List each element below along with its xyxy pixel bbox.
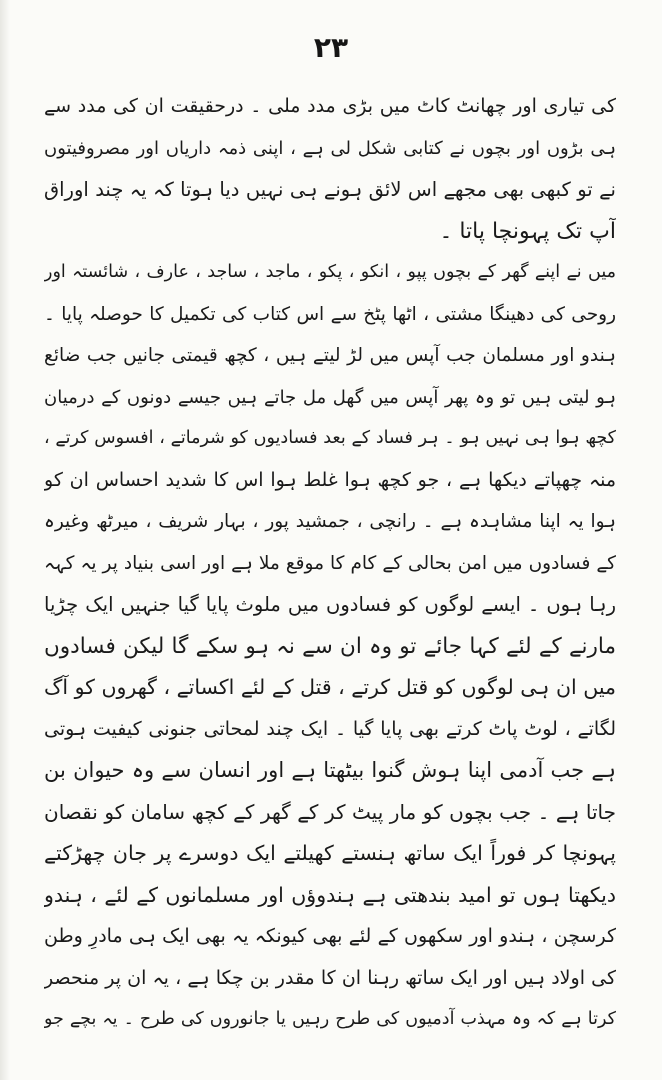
text-line: ہے جب آدمی اپنا ہوش گنوا بیٹھتا ہے اور انسان سے وہ حیوان بن <box>44 758 616 782</box>
text-line: منہ چھپاتے دیکھا ہے ، جو کچھ ہوا غلط ہوا اس کا شدید احساس ان کو <box>44 468 616 491</box>
text-line: میں ان ہی لوگوں کو قتل کرتے ، قتل کے لئے اکساتے ، گھروں کو آگ <box>44 675 616 699</box>
text-line: میں نے اپنے گھر کے بچوں پپو ، انکو ، پکو ، ماجد ، ساجد ، عارف ، شائستہ اور <box>44 262 616 282</box>
text-line: نے تو کبھی بھی مجھے اس لائق ہونے ہی نہیں دیا ہوتا کہ یہ چند اوراق <box>44 178 616 201</box>
text-line: کے فسادوں میں امن بحالی کے کام کا موقع ملا ہے اور اسی بنیاد پر یہ کہہ <box>44 552 616 574</box>
text-line: ہندو اور مسلمان جب آپس میں لڑ لیتے ہیں ، کچھ قیمتی جانیں جب ضائع <box>44 345 616 366</box>
text-line: ہی بڑوں اور بچوں نے کتابی شکل لی ہے ، اپنی ذمہ داریاں اور مصروفیتوں <box>44 137 616 159</box>
text-line: کرتا ہے کہ وہ مہذب آدمیوں کی طرح رہیں یا جانوروں کی طرح ۔ یہ بچے جو <box>44 1009 616 1029</box>
text-line: لگاتے ، لوٹ پاٹ کرتے بھی پایا گیا ۔ ایک چند لمحاتی جنونی کیفیت ہوتی <box>44 717 616 740</box>
text-line: کی تیاری اور چھانٹ کاٹ میں بڑی مدد ملی ۔ درحقیقت ان کی مدد سے <box>44 95 616 117</box>
text-line: پہونچا کر فوراً ایک ساتھ ہنستے کھیلتے ایک دوسرے پر جان چھڑکتے <box>44 841 616 865</box>
text-line: کی اولاد ہیں اور ایک ساتھ رہنا ان کا مقدر بن چکا ہے ، یہ ان پر منحصر <box>44 966 616 989</box>
text-line: دیکھتا ہوں تو امید بندھتی ہے ہندوؤں اور مسلمانوں کے لئے ، ہندو <box>44 882 616 907</box>
text-line: ہو لیتی ہیں تو وہ پھر آپس میں گھل مل جاتے ہیں جیسے دونوں کے درمیان <box>44 386 616 408</box>
page-number: ۲۳ <box>313 31 349 64</box>
text-line: رہا ہوں ۔ ایسے لوگوں کو فسادوں میں ملوث پایا گیا جنہیں ایک چڑیا <box>44 593 616 616</box>
text-line: جاتا ہے ۔ جب بچوں کو مار پیٹ کر کے گھر کے کچھ سامان کو نقصان <box>44 799 616 824</box>
text-line: ہوا یہ اپنا مشاہدہ ہے ۔ رانچی ، جمشید پور ، بہار شریف ، میرٹھ وغیرہ <box>44 511 616 532</box>
text-line: مارنے کے لئے کہا جائے تو وہ ان سے نہ ہو سکے گا لیکن فسادوں <box>44 633 616 659</box>
text-line: روحی کی دھینگا مشتی ، اٹھا پٹخ سے اس کتاب کی تکمیل کا حوصلہ پایا ۔ <box>44 303 616 325</box>
text-line: آپ تک پہونچا پاتا ۔ <box>439 218 616 244</box>
text-line: کرسچن ، ہندو اور سکھوں کے لئے بھی کیونکہ یہ بھی ایک ہی مادرِ وطن <box>44 925 616 947</box>
page-fold-shadow <box>0 0 10 1080</box>
text-line: کچھ ہوا ہی نہیں ہو ۔ ہر فساد کے بعد فسادیوں کو شرماتے ، افسوس کرتے ، <box>44 428 616 448</box>
page-body-text <box>44 86 616 1041</box>
